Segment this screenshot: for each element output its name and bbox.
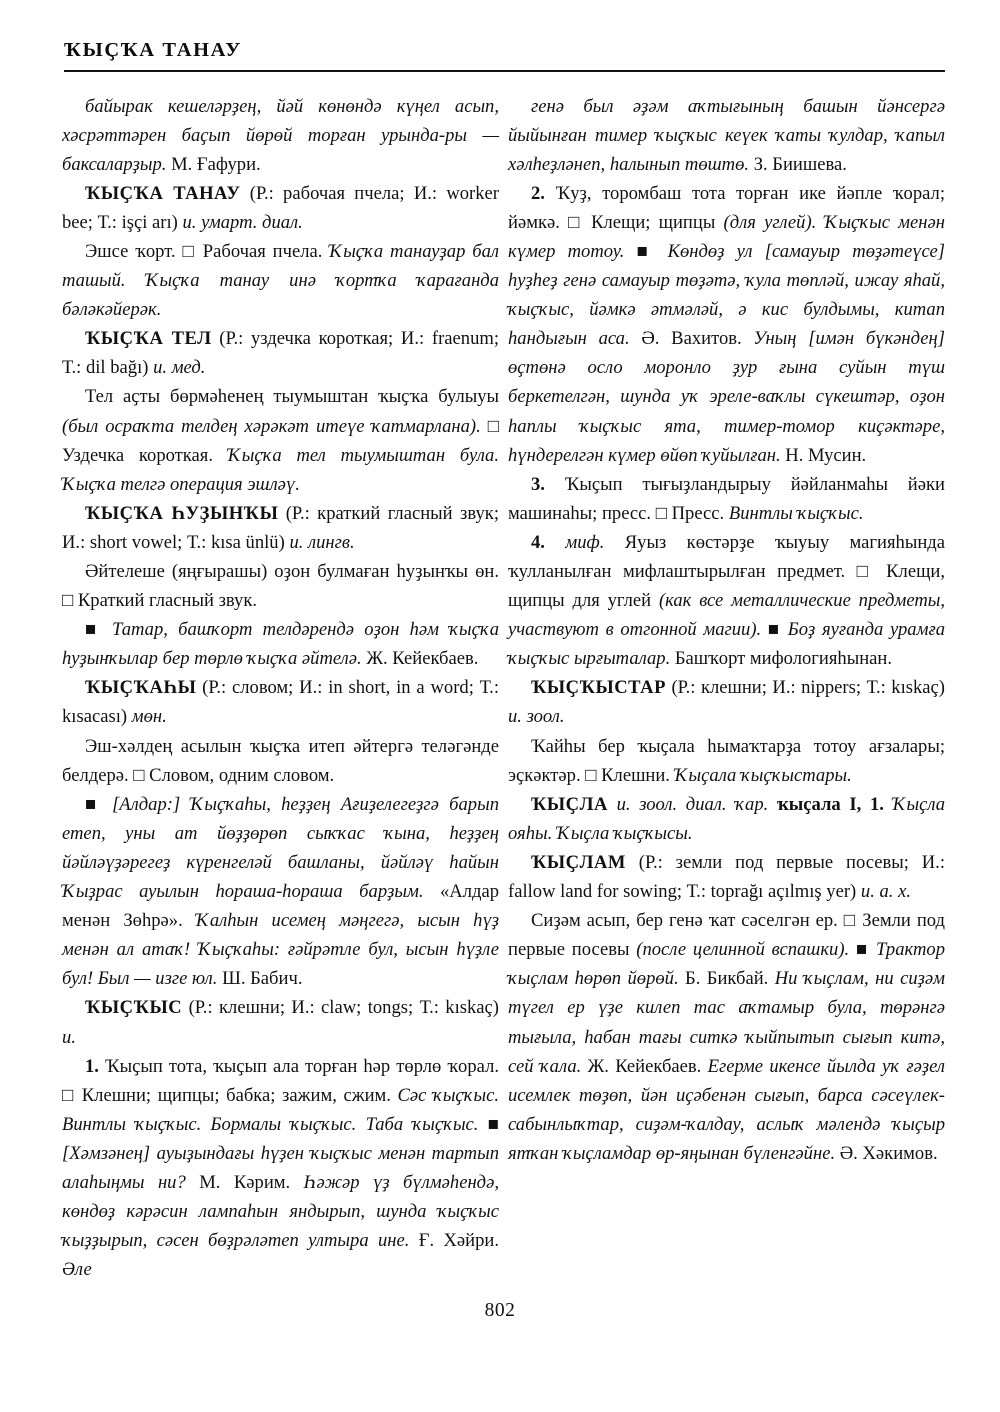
dict-block: 4. миф. Яуыз көстәрҙе ҡыуыу магияһында ҡулланылған мифлаштырылған предмет. □ Клещи, щипцы для углей (как все металлические предметы, участвуют в отгонной магии). ■ Боҙ яуғанда урамға ҡыҫҡыс ырғыталар. Башҡорт мифологияһынан. <box>508 531 945 670</box>
dict-block: Эшсе ҡорт. □ Рабочая пчела. Ҡыҫҡа танауҙар бал ташый. Ҡыҫҡа танау инә ҡортҡа ҡарағанда бәләкәйерәк. <box>62 240 499 321</box>
dict-block: Ҡайһы бер ҡыҫала һымаҡтарҙа тотоу ағзалары; эҫкәктәр. □ Клешни. Ҡыҫала ҡыҫҡыстары. <box>508 735 945 786</box>
dict-block: ҠЫҪҠЫС (Р.: клешни; И.: claw; tongs; Т.: kıskaç) и. <box>62 997 499 1048</box>
dict-block: Эш-хәлдең асылын ҡыҫҡа итеп әйтергә теләгәнде белдерә. □ Словом, одним словом. <box>62 735 499 786</box>
running-head: ҠЫҪҠА ТАНАУ <box>64 39 242 61</box>
two-column-body <box>62 92 946 1281</box>
dict-block: ҠЫҪЛАМ (Р.: земли под первые посевы; И.: fallow land for sowing; Т.: toprağı açılmış yer) и. а. х. <box>508 851 945 903</box>
header-rule <box>64 70 945 72</box>
dict-block: Сиҙәм асып, бер генә ҡат сәселгән ер. □ Земли под первые посевы (после целинной вспашки). ■ Трактор ҡыҫлам һөрөп йөрөй. Б. Бикбай. Ни ҡыҫлам, ни сиҙәм түгел ер үҙе килеп тас аҡтамыр була, төрәнгә тығыла, һабан тағы ситкә ҡыйпытып сығып китә, сей ҡала. Ж. Кейекбаев. Егерме икенсе йылда уҡ ғәҙел исемлек төҙөп, йән иҫәбенән сығып, барса сәсеүлек-сабынлыҡтар, сиҙәм-ҡалдау, аслыҡ мәлендә ҡыҫыр ятҡан ҡыҫламдар өр-яңынан бүленгәйне. Ә. Хәкимов. <box>508 910 945 1164</box>
dict-block: ҠЫҪҠА ТАНАУ (Р.: рабочая пчела; И.: worker bee; Т.: işçi arı) и. умарт. диал. <box>62 182 499 233</box>
dict-block: Әйтелеше (яңғырашы) оҙон булмаған һуҙынҡы өн. □ Краткий гласный звук. <box>62 561 499 612</box>
dict-block: байырак кешеләрҙең, йәй көнөндә күңел асып, хәсрәттәрен баҫып йөрөй торған урында-ры — баксаларҙыр. М. Ғафури. <box>62 95 499 175</box>
dict-block: 1. Ҡыҫып тота, ҡыҫып ала торған һәр төрлө ҡорал. □ Клешни; щипцы; бабка; зажим, сжим. Сәс ҡыҫҡыс. Винтлы ҡыҫҡыс. Бормалы ҡыҫҡыс. Таба ҡыҫҡыс. ■ [Хәмзәнең] ауыҙындағы һүҙен ҡыҫҡыс менән тартып алаһыңмы ни? М. Кәрим. Һәжәр үҙ бүлмәһендә, көндөҙ кәрәсин лампаһын яндырып, шунда ҡыҫҡыс ҡыҙҙырып, сәсен бөҙрәләтеп ултыра ине. Ғ. Хәйри. Әле <box>62 1055 499 1281</box>
dict-block: ҠЫҪҠЫСТАР (Р.: клешни; И.: nippers; Т.: kıskaç) и. зоол. <box>508 677 945 728</box>
dict-block: 3. Ҡыҫып тығыҙландырыу йәйланмаһы йәки машинаһы; пресс. □ Пресс. Винтлы ҡыҫҡыс. <box>508 473 945 524</box>
dict-block: генә был әҙәм аҡтығының башын йәнсергә йыйынған тимер ҡыҫҡыс кеүек ҡаты ҡулдар, ҡапыл хәлһеҙләнеп, һалынып төштө. З. Биишева. <box>508 95 945 175</box>
dict-block: ҠЫҪҠАҺЫ (Р.: словом; И.: in short, in a word; Т.: kısacası) мөн. <box>62 677 499 728</box>
dict-block: Тел аҫты бөрмәһенең тыумыштан ҡыҫҡа булыуы (был осраҡта телдең хәрәкәт итеүе ҡатмарлана). □ Уздечка короткая. Ҡыҫҡа тел тыумыштан була. Ҡыҫҡа телгә операция эшләү. <box>62 386 499 495</box>
left-column <box>62 92 499 1285</box>
right-column <box>508 92 945 1168</box>
dict-block: ■ [Алдар:] Ҡыҫҡаһы, һеҙҙең Ағиҙелегеҙгә барып етеп, уны ат йөҙҙөрөп сыҡҡас ҡына, һеҙҙең йәйләүҙәрегеҙ күренгеләй башланы, йәйләү һайын Ҡыҙрас ауылын һораша-һораша барҙым. «Алдар менән Зөһрә». Ҡалһын исемең мәңгегә, ысын һүҙ менән ал атаҡ! Ҡыҫҡаһы: ғәйрәтле бул, ысын һүҙле бул! Был — изге юл. Ш. Бабич. <box>62 793 499 990</box>
dict-block: ҠЫҪҠА ҺУҘЫНҠЫ (Р.: краткий гласный звук; И.: short vowel; Т.: kısa ünlü) и. лингв. <box>62 502 499 553</box>
dict-block: ҠЫҪЛА и. зоол. диал. ҡар. ҡыҫала I, 1. Ҡыҫла ояһы. Ҡыҫла ҡыҫҡысы. <box>508 793 946 844</box>
page-number: 802 <box>484 1300 516 1321</box>
dict-block: ҠЫҪҠА ТЕЛ (Р.: уздечка короткая; И.: fraenum; Т.: dil bağı) и. мед. <box>62 328 499 379</box>
dict-block: 2. Ҡуҙ, торомбаш тота торған ике йәпле ҡорал; йәмкә. □ Клещи; щипцы (для углей). Ҡыҫҡыс менән күмер тотоу. ■ Көндөҙ ул [самауыр төҙәтеүсе] һуҙһеҙ генә самауыр төҙәтә, ҡула төпләй, ижау яһай, ҡыҫҡыс, йәмкә әтмәләй, ә кис булдымы, китап һандығын аса. Ә. Вахитов. Уның [имән бүкәндең] өҫтөнә осло моронло ҙур ғына суйын түш беркетелгән, шунда уҡ эреле-ваҡлы сүкештәр, оҙон һаплы ҡыҫҡыс ята, тимер-томор киҫәктәре, һүндерелгән күмер өйөп ҡуйылған. Н. Мусин. <box>508 182 945 466</box>
dict-block: ■ Татар, башҡорт телдәрендә оҙон һәм ҡыҫҡа һуҙынҡылар бер төрлө ҡыҫҡа әйтелә. Ж. Кейекбаев. <box>62 619 499 670</box>
